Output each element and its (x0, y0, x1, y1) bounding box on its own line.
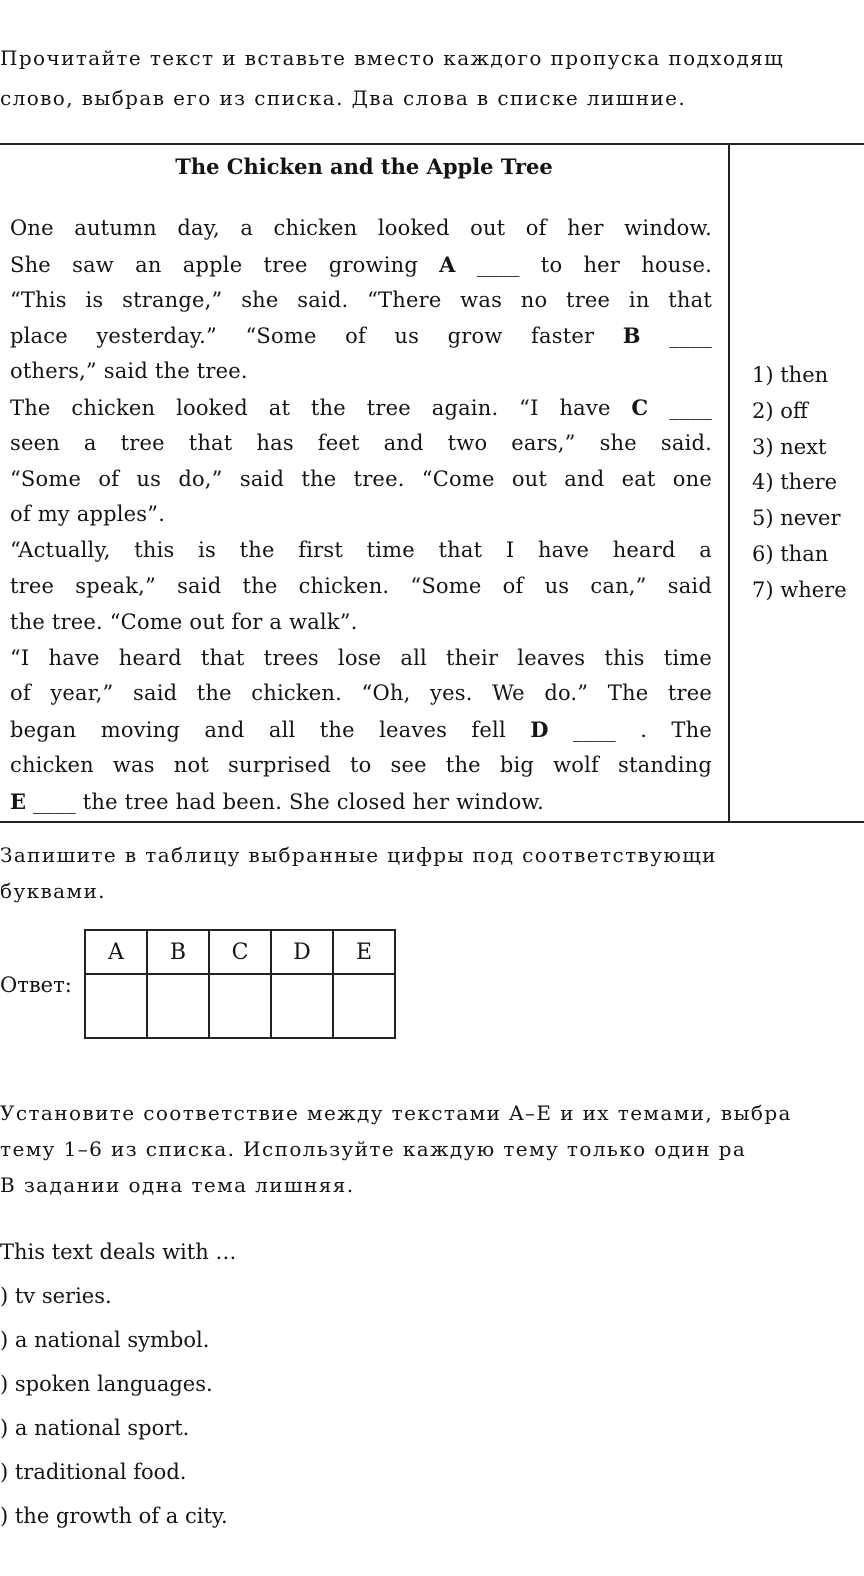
word-option: 2) off (752, 398, 808, 423)
answer-cell-e[interactable] (333, 974, 395, 1038)
task2-instruction-line2: тему 1–6 из списка. Используйте каждую тему только один ра (0, 1137, 747, 1161)
answer-header-a: A (85, 930, 147, 974)
story-line: tree speak,” said the chicken. “Some of us can,” said (10, 574, 712, 598)
answer-label: Ответ: (0, 973, 72, 997)
story-line: One autumn day, a chicken looked out of her window. (10, 216, 712, 240)
answer-cell-b[interactable] (147, 974, 209, 1038)
story-line: She saw an apple tree growing A ____ to her house. (10, 251, 712, 277)
answer-cell-d[interactable] (271, 974, 333, 1038)
word-option: 5) never (752, 506, 841, 531)
story-box-top-border (0, 143, 864, 145)
answer-table (84, 929, 396, 1039)
topic-item: ) spoken languages. (0, 1372, 213, 1396)
answer-cell-a[interactable] (85, 974, 147, 1038)
story-line: of year,” said the chicken. “Oh, yes. We do.” The tree (10, 681, 712, 706)
answer-instruction-line2: буквами. (0, 879, 106, 903)
story-line: seen a tree that has feet and two ears,” she said. (10, 430, 712, 455)
task2-instruction-line1: Установите соответствие между текстами A–E и их темами, выбра (0, 1101, 792, 1125)
story-box-divider (728, 143, 730, 823)
story-line: others,” said the tree. (10, 359, 248, 384)
answer-header-d: D (271, 930, 333, 974)
story-line: chicken was not surprised to see the big wolf standing (10, 753, 712, 777)
story-line: the tree. “Come out for a walk”. (10, 609, 358, 634)
answer-header-e: E (333, 930, 395, 974)
story-line: “Actually, this is the first time that I have heard a (10, 538, 712, 563)
word-option: 4) there (752, 470, 838, 495)
word-option: 3) next (752, 434, 827, 459)
story-line: place yesterday.” “Some of us grow faster B ____ (10, 323, 712, 349)
task2-instruction-line3: В задании одна тема лишняя. (0, 1173, 355, 1197)
topic-item: ) tv series. (0, 1284, 112, 1308)
task2-lead: This text deals with … (0, 1240, 237, 1264)
word-option: 7) where (752, 577, 847, 602)
story-line: began moving and all the leaves fell D ____ . The (10, 717, 712, 743)
word-option: 1) then (752, 363, 829, 387)
task1-instruction-line1: Прочитайте текст и вставьте вместо каждого пропуска подходящ (0, 46, 785, 70)
story-line: E ____ the tree had been. She closed her window. (10, 788, 544, 814)
task1-instruction-line2: слово, выбрав его из списка. Два слова в списке лишние. (0, 86, 687, 110)
answer-header-c: C (209, 930, 271, 974)
topic-item: ) a national sport. (0, 1416, 190, 1440)
story-line: “Some of us do,” said the tree. “Come out and eat one (10, 466, 712, 491)
topic-item: ) traditional food. (0, 1460, 187, 1484)
topic-item: ) a national symbol. (0, 1328, 210, 1352)
story-line: “I have heard that trees lose all their leaves this time (10, 645, 712, 670)
story-line: of my apples”. (10, 502, 166, 527)
answer-header-b: B (147, 930, 209, 974)
answer-cell-c[interactable] (209, 974, 271, 1038)
story-title: The Chicken and the Apple Tree (175, 154, 553, 179)
story-line: The chicken looked at the tree again. “I have C ____ (10, 395, 712, 420)
word-option: 6) than (752, 542, 829, 566)
answer-instruction-line1: Запишите в таблицу выбранные цифры под соответствующи (0, 843, 717, 867)
story-line: “This is strange,” she said. “There was no tree in that (10, 287, 712, 312)
topic-item: ) the growth of a city. (0, 1504, 228, 1528)
story-box-bottom-border (0, 821, 864, 823)
